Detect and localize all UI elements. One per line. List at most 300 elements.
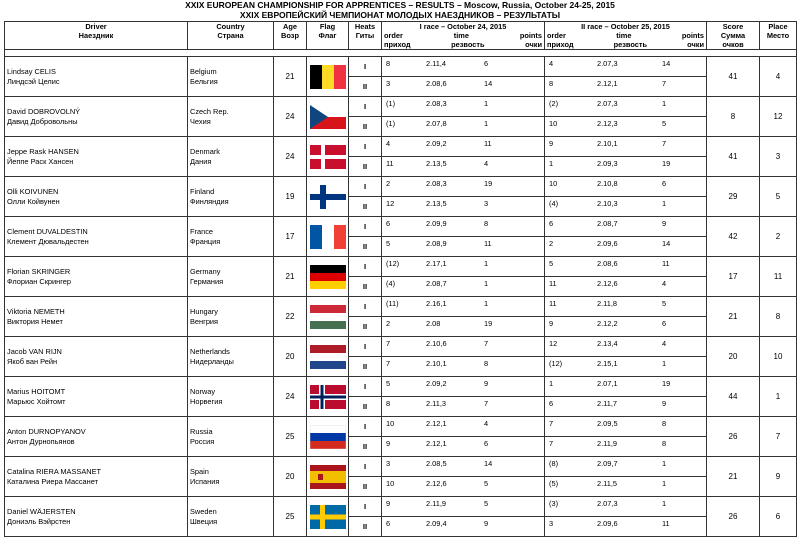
order: (12)	[549, 359, 563, 368]
order: 3	[386, 459, 391, 468]
points: 1	[662, 99, 667, 108]
flag-cell	[307, 97, 349, 137]
place-value: 4	[760, 57, 797, 97]
race2-heat2	[545, 397, 707, 417]
table-row	[5, 417, 797, 437]
score-value: 41	[707, 137, 760, 177]
heat-label: I	[349, 257, 382, 277]
race1-heat1	[382, 137, 545, 157]
time: 2.07,1	[597, 379, 618, 388]
table-row	[5, 377, 797, 397]
score-value: 44	[707, 377, 760, 417]
driver-name: Catalina RIERA MASSANET Каталина Риера Массанет	[5, 457, 188, 497]
age-value: 20	[274, 337, 307, 377]
order: (1)	[386, 99, 396, 108]
flag-cell	[307, 417, 349, 457]
place-value: 9	[760, 457, 797, 497]
heat-label: I	[349, 97, 382, 117]
race1-heat2	[382, 277, 545, 297]
points: 6	[484, 439, 489, 448]
place-value: 3	[760, 137, 797, 177]
score-value: 21	[707, 297, 760, 337]
heat-label: I	[349, 417, 382, 437]
heat-label: II	[349, 317, 382, 337]
age-value: 25	[274, 417, 307, 457]
heat-label: I	[349, 217, 382, 237]
time: 2.10,1	[426, 359, 447, 368]
age-value: 24	[274, 97, 307, 137]
time: 2.10,3	[597, 199, 618, 208]
header-flag: Flag Флаг	[307, 22, 349, 50]
place-value: 11	[760, 257, 797, 297]
country-name: Hungary Венгрия	[188, 297, 274, 337]
heat-label: I	[349, 497, 382, 517]
points: 7	[662, 139, 667, 148]
time: 2.12,6	[426, 479, 447, 488]
time: 2.12,1	[426, 439, 447, 448]
age-value: 24	[274, 377, 307, 417]
time: 2.08,3	[426, 99, 447, 108]
table-row	[5, 137, 797, 157]
race2-heat2	[545, 117, 707, 137]
order: 10	[386, 419, 395, 428]
flag-cell	[307, 297, 349, 337]
germany-flag-icon	[310, 265, 346, 289]
time: 2.13,5	[426, 199, 447, 208]
time: 2.07,8	[426, 119, 447, 128]
points: 1	[662, 479, 667, 488]
time: 2.09,2	[426, 379, 447, 388]
order: 9	[386, 439, 391, 448]
points: 1	[662, 359, 667, 368]
country-name: Denmark Дания	[188, 137, 274, 177]
time: 2.12,2	[597, 319, 618, 328]
time: 2.07,3	[597, 499, 618, 508]
table-row	[5, 337, 797, 357]
order: 8	[386, 399, 391, 408]
race1-heat1	[382, 217, 545, 237]
place-value: 6	[760, 497, 797, 537]
header-driver: Driver Наездник	[5, 22, 188, 50]
race1-heat1	[382, 377, 545, 397]
score-value: 26	[707, 417, 760, 457]
points: 4	[662, 279, 667, 288]
points: 19	[484, 179, 493, 188]
heat-label: I	[349, 297, 382, 317]
race1-heat2	[382, 357, 545, 377]
race1-heat1	[382, 497, 545, 517]
race2-heat1	[545, 457, 707, 477]
points: 5	[662, 299, 667, 308]
order: 11	[549, 279, 557, 288]
time: 2.10,8	[597, 179, 618, 188]
race1-heat2	[382, 77, 545, 97]
table-row	[5, 97, 797, 117]
race1-heat1	[382, 417, 545, 437]
time: 2.15,1	[597, 359, 618, 368]
heat-label: II	[349, 357, 382, 377]
race2-heat2	[545, 357, 707, 377]
points: 5	[484, 499, 489, 508]
score-value: 42	[707, 217, 760, 257]
time: 2.09,3	[597, 159, 618, 168]
race1-heat1	[382, 257, 545, 277]
driver-name: Lindsay CELIS Линдсэй Целис	[5, 57, 188, 97]
heat-label: II	[349, 197, 382, 217]
race1-heat2	[382, 157, 545, 177]
driver-name: Florian SKRINGER Флориан Скрингер	[5, 257, 188, 297]
country-name: Spain Испания	[188, 457, 274, 497]
france-flag-icon	[310, 225, 346, 249]
driver-name: Olli KOIVUNEN Олли Койвунен	[5, 177, 188, 217]
time: 2.12,1	[597, 79, 618, 88]
time: 2.08,6	[426, 79, 447, 88]
order: 5	[386, 379, 391, 388]
age-value: 22	[274, 297, 307, 337]
heat-label: II	[349, 77, 382, 97]
race1-heat1	[382, 177, 545, 197]
points: 11	[484, 239, 492, 248]
order: (8)	[549, 459, 559, 468]
time: 2.12,3	[597, 119, 618, 128]
race2-heat1	[545, 177, 707, 197]
order: (11)	[386, 299, 399, 308]
order: 4	[386, 139, 391, 148]
race2-heat1	[545, 97, 707, 117]
time: 2.11,7	[597, 399, 617, 408]
points: 7	[662, 79, 667, 88]
race1-heat1	[382, 297, 545, 317]
order: 9	[549, 139, 554, 148]
score-value: 41	[707, 57, 760, 97]
points: 1	[484, 99, 489, 108]
points: 11	[662, 259, 670, 268]
heat-label: II	[349, 157, 382, 177]
race2-heat1	[545, 497, 707, 517]
heat-label: II	[349, 477, 382, 497]
place-value: 12	[760, 97, 797, 137]
order: 6	[386, 519, 391, 528]
time: 2.07,3	[597, 99, 618, 108]
points: 9	[484, 379, 489, 388]
czech-flag-icon	[310, 105, 346, 129]
order: (12)	[386, 259, 400, 268]
heat-label: II	[349, 237, 382, 257]
time: 2.09,2	[426, 139, 447, 148]
race2-heat1	[545, 57, 707, 77]
heat-label: II	[349, 437, 382, 457]
time: 2.10,1	[597, 139, 618, 148]
points: 8	[484, 219, 489, 228]
points: 1	[484, 279, 489, 288]
country-name: Germany Германия	[188, 257, 274, 297]
age-value: 24	[274, 137, 307, 177]
driver-name: Daniel WÄJERSTEN Дониэль Вэйрстен	[5, 497, 188, 537]
time: 2.11,3	[426, 399, 446, 408]
points: 11	[662, 519, 670, 528]
driver-name: Jeppe Rask HANSEN Йеппе Раск Хансен	[5, 137, 188, 177]
order: 11	[549, 299, 557, 308]
driver-name: Viktoria NEMETH Виктория Немет	[5, 297, 188, 337]
heat-label: II	[349, 117, 382, 137]
heat-label: I	[349, 337, 382, 357]
country-name: Netherlands Нидерланды	[188, 337, 274, 377]
heat-label: I	[349, 377, 382, 397]
time: 2.12,6	[597, 279, 618, 288]
score-value: 8	[707, 97, 760, 137]
points: 14	[662, 239, 671, 248]
place-value: 1	[760, 377, 797, 417]
time: 2.08,5	[426, 459, 447, 468]
order: 12	[386, 199, 395, 208]
points: 6	[662, 319, 667, 328]
time: 2.10,6	[426, 339, 447, 348]
order: 6	[386, 219, 391, 228]
time: 2.09,6	[597, 519, 618, 528]
race1-heat2	[382, 317, 545, 337]
race1-heat1	[382, 457, 545, 477]
time: 2.08,3	[426, 179, 447, 188]
heat-label: I	[349, 137, 382, 157]
flag-cell	[307, 57, 349, 97]
header-country: Country Страна	[188, 22, 274, 50]
race2-heat1	[545, 417, 707, 437]
race2-heat2	[545, 317, 707, 337]
points: 9	[662, 219, 667, 228]
time: 2.09,4	[426, 519, 447, 528]
race1-heat2	[382, 237, 545, 257]
points: 9	[662, 399, 667, 408]
belgium-flag-icon	[310, 65, 346, 89]
heat-label: II	[349, 397, 382, 417]
order: 8	[386, 59, 391, 68]
age-value: 17	[274, 217, 307, 257]
header-score: Score Сумма очков	[707, 22, 760, 50]
score-value: 17	[707, 257, 760, 297]
score-value: 26	[707, 497, 760, 537]
points: 19	[662, 379, 671, 388]
heat-label: I	[349, 457, 382, 477]
flag-cell	[307, 177, 349, 217]
table-row	[5, 457, 797, 477]
time: 2.11,4	[426, 59, 446, 68]
country-name: Czech Rep. Чехия	[188, 97, 274, 137]
time: 2.08,7	[426, 279, 447, 288]
flag-cell	[307, 337, 349, 377]
points: 7	[484, 339, 489, 348]
race2-heat1	[545, 257, 707, 277]
order: 2	[549, 239, 554, 248]
header-heats: Heats Гиты	[349, 22, 382, 50]
points: 6	[484, 59, 489, 68]
order: (5)	[549, 479, 559, 488]
flag-cell	[307, 137, 349, 177]
points: 6	[662, 179, 667, 188]
time: 2.16,1	[426, 299, 447, 308]
order: 5	[386, 239, 391, 248]
country-name: France Франция	[188, 217, 274, 257]
order: 7	[386, 359, 391, 368]
race2-heat2	[545, 517, 707, 537]
points: 1	[484, 119, 489, 128]
country-name: Finland Финляндия	[188, 177, 274, 217]
norway-flag-icon	[310, 385, 346, 409]
points: 1	[662, 199, 667, 208]
points: 8	[484, 359, 489, 368]
race1-heat1	[382, 337, 545, 357]
header-race1: I race – October 24, 2015 order time points приход резвость очки	[382, 22, 545, 50]
points: 5	[662, 119, 667, 128]
time: 2.08,6	[597, 259, 618, 268]
flag-cell	[307, 257, 349, 297]
russia-flag-icon	[310, 425, 346, 449]
flag-cell	[307, 217, 349, 257]
netherlands-flag-icon	[310, 345, 346, 369]
order: 11	[386, 159, 394, 168]
table-row	[5, 297, 797, 317]
points: 1	[484, 299, 489, 308]
denmark-flag-icon	[310, 145, 346, 169]
race2-heat2	[545, 477, 707, 497]
table-row	[5, 217, 797, 237]
points: 14	[484, 459, 493, 468]
race2-heat2	[545, 77, 707, 97]
results-table	[4, 21, 797, 537]
flag-cell	[307, 457, 349, 497]
points: 7	[484, 399, 489, 408]
time: 2.11,9	[426, 499, 446, 508]
race2-heat2	[545, 157, 707, 177]
time: 2.09,9	[426, 219, 447, 228]
order: 10	[549, 119, 558, 128]
order: (3)	[549, 499, 559, 508]
age-value: 19	[274, 177, 307, 217]
time: 2.13,4	[597, 339, 618, 348]
driver-name: David DOBROVOLNÝ Давид Добровольны	[5, 97, 188, 137]
race1-heat1	[382, 57, 545, 77]
page-title: XXIX EUROPEAN CHAMPIONSHIP FOR APPRENTICES – RESULTS – Moscow, Russia, October 24-25, 2015	[185, 0, 615, 10]
age-value: 25	[274, 497, 307, 537]
time: 2.12,1	[426, 419, 447, 428]
score-value: 29	[707, 177, 760, 217]
points: 1	[662, 459, 667, 468]
order: 9	[386, 499, 391, 508]
order: 10	[549, 179, 558, 188]
age-value: 21	[274, 57, 307, 97]
points: 19	[662, 159, 671, 168]
time: 2.09,6	[597, 239, 618, 248]
race2-heat2	[545, 237, 707, 257]
place-value: 7	[760, 417, 797, 457]
order: (4)	[549, 199, 559, 208]
race2-heat1	[545, 137, 707, 157]
points: 4	[662, 339, 667, 348]
points: 4	[484, 419, 489, 428]
order: 8	[549, 79, 554, 88]
order: (1)	[386, 119, 396, 128]
order: 1	[549, 159, 554, 168]
race1-heat2	[382, 477, 545, 497]
time: 2.07,3	[597, 59, 618, 68]
race2-heat1	[545, 337, 707, 357]
driver-name: Anton DURNOPYANOV Антон Дурнопьянов	[5, 417, 188, 457]
country-name: Belgium Бельгия	[188, 57, 274, 97]
time: 2.09,7	[597, 459, 618, 468]
race2-heat2	[545, 277, 707, 297]
place-value: 8	[760, 297, 797, 337]
finland-flag-icon	[310, 185, 346, 209]
race2-heat2	[545, 437, 707, 457]
age-value: 21	[274, 257, 307, 297]
score-value: 20	[707, 337, 760, 377]
header-age: Age Возр	[274, 22, 307, 50]
points: 11	[484, 139, 492, 148]
race1-heat2	[382, 197, 545, 217]
points: 8	[662, 439, 667, 448]
hungary-flag-icon	[310, 305, 346, 329]
race1-heat2	[382, 397, 545, 417]
table-row	[5, 57, 797, 77]
order: 3	[386, 79, 391, 88]
place-value: 2	[760, 217, 797, 257]
time: 2.17,1	[426, 259, 447, 268]
points: 14	[484, 79, 493, 88]
driver-name: Clement DUVALDESTIN Клемент Дювальдестен	[5, 217, 188, 257]
header-race2: II race – October 25, 2015 order time points приход резвость очки	[545, 22, 707, 50]
order: 2	[386, 179, 391, 188]
order: 12	[549, 339, 558, 348]
points: 1	[662, 499, 667, 508]
race1-heat2	[382, 437, 545, 457]
race1-heat2	[382, 517, 545, 537]
page-subtitle: XXIX ЕВРОПЕЙСКИЙ ЧЕМПИОНАТ МОЛОДЫХ НАЕЗДНИКОВ – РЕЗУЛЬТАТЫ	[239, 10, 561, 20]
time: 2.09,5	[597, 419, 618, 428]
order: 6	[549, 219, 554, 228]
table-row	[5, 177, 797, 197]
place-value: 10	[760, 337, 797, 377]
order: 4	[549, 59, 554, 68]
order: 10	[386, 479, 395, 488]
place-value: 5	[760, 177, 797, 217]
order: 9	[549, 319, 554, 328]
points: 14	[662, 59, 671, 68]
order: 7	[549, 419, 554, 428]
race1-heat2	[382, 117, 545, 137]
points: 4	[484, 159, 489, 168]
order: (2)	[549, 99, 559, 108]
heat-label: I	[349, 57, 382, 77]
race2-heat1	[545, 377, 707, 397]
heat-label: II	[349, 517, 382, 537]
points: 19	[484, 319, 493, 328]
country-name: Russia Россия	[188, 417, 274, 457]
order: 7	[549, 439, 554, 448]
country-name: Norway Норвегия	[188, 377, 274, 417]
points: 8	[662, 419, 667, 428]
score-value: 21	[707, 457, 760, 497]
driver-name: Jacob VAN RIJN Якоб ван Рейн	[5, 337, 188, 377]
order: 6	[549, 399, 554, 408]
table-row	[5, 257, 797, 277]
time: 2.08,7	[597, 219, 618, 228]
sweden-flag-icon	[310, 505, 346, 529]
order: 3	[549, 519, 554, 528]
points: 5	[484, 479, 489, 488]
flag-cell	[307, 377, 349, 417]
age-value: 20	[274, 457, 307, 497]
time: 2.13,5	[426, 159, 447, 168]
flag-cell	[307, 497, 349, 537]
